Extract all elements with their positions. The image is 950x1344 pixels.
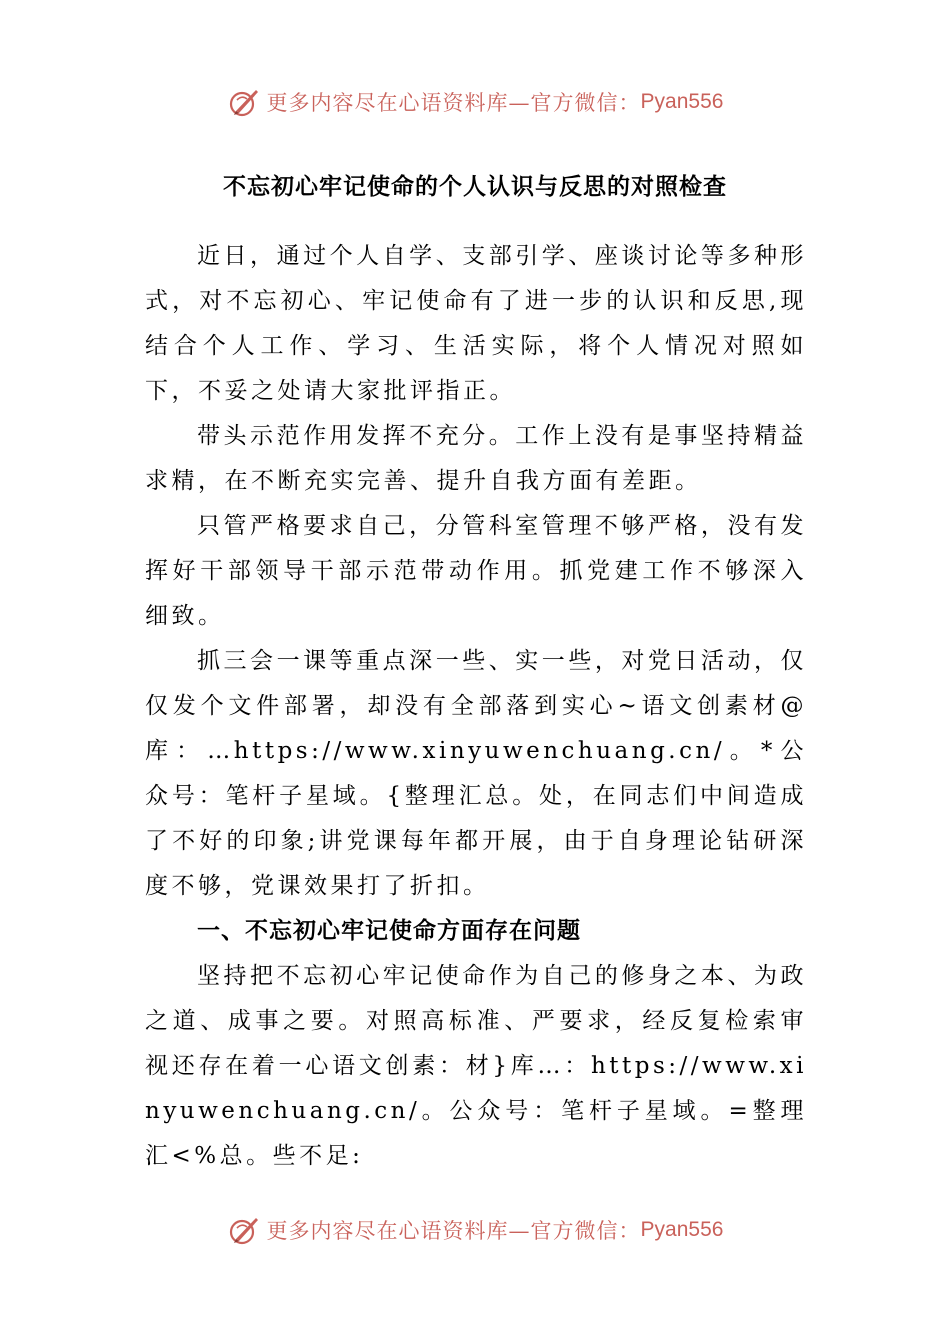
pen-logo-icon [227,1213,261,1247]
section-heading: 一、不忘初心牢记使命方面存在问题 [197,918,581,944]
paragraph: 坚持把不忘初心牢记使命作为自己的修身之本、为政之道、成事之要。对照高标准、严要求，经反复检索审视还存在着一心语文创素：材}库…：https://www.xinyuwenchuang.cn/。公众号：笔杆子星域。=整理汇<%总。些不足: [145,963,807,1169]
watermark-text: 更多内容尽在心语资料库—官方微信： [266,1219,641,1243]
paragraph: 抓三会一课等重点深一些、实一些，对党日活动，仅仅发个文件部署，却没有全部落到实心~语文创素材@库：…https://www.xinyuwenchuang.cn/。*公众号：笔杆子星域。{整理汇总。处，在同志们中间造成了不好的印象;讲党课每年都开展，由于自身理论钻研深度不够，党课效果打了折扣。 [145,648,807,899]
paragraph: 带头示范作用发挥不充分。工作上没有是事坚持精益求精，在不断充实完善、提升自我方面有差距。 [145,423,807,494]
document-title: 不忘初心牢记使命的个人认识与反思的对照检查 [223,174,727,200]
watermark-text: 更多内容尽在心语资料库—官方微信： [266,91,641,115]
watermark-wechat-id: Pyan556 [640,1218,724,1241]
header-watermark [0,82,950,122]
footer-watermark [0,1210,950,1250]
paragraph: 只管严格要求自己，分管科室管理不够严格，没有发挥好干部领导干部示范带动作用。抓党建工作不够深入细致。 [145,513,807,629]
watermark-wechat-id: Pyan556 [640,90,724,113]
document-body [145,234,807,1179]
paragraph: 近日，通过个人自学、支部引学、座谈讨论等多种形式，对不忘初心、牢记使命有了进一步的认识和反思,现结合个人工作、学习、生活实际，将个人情况对照如下，不妥之处请大家批评指正。 [145,243,807,404]
pen-logo-icon [227,85,261,119]
